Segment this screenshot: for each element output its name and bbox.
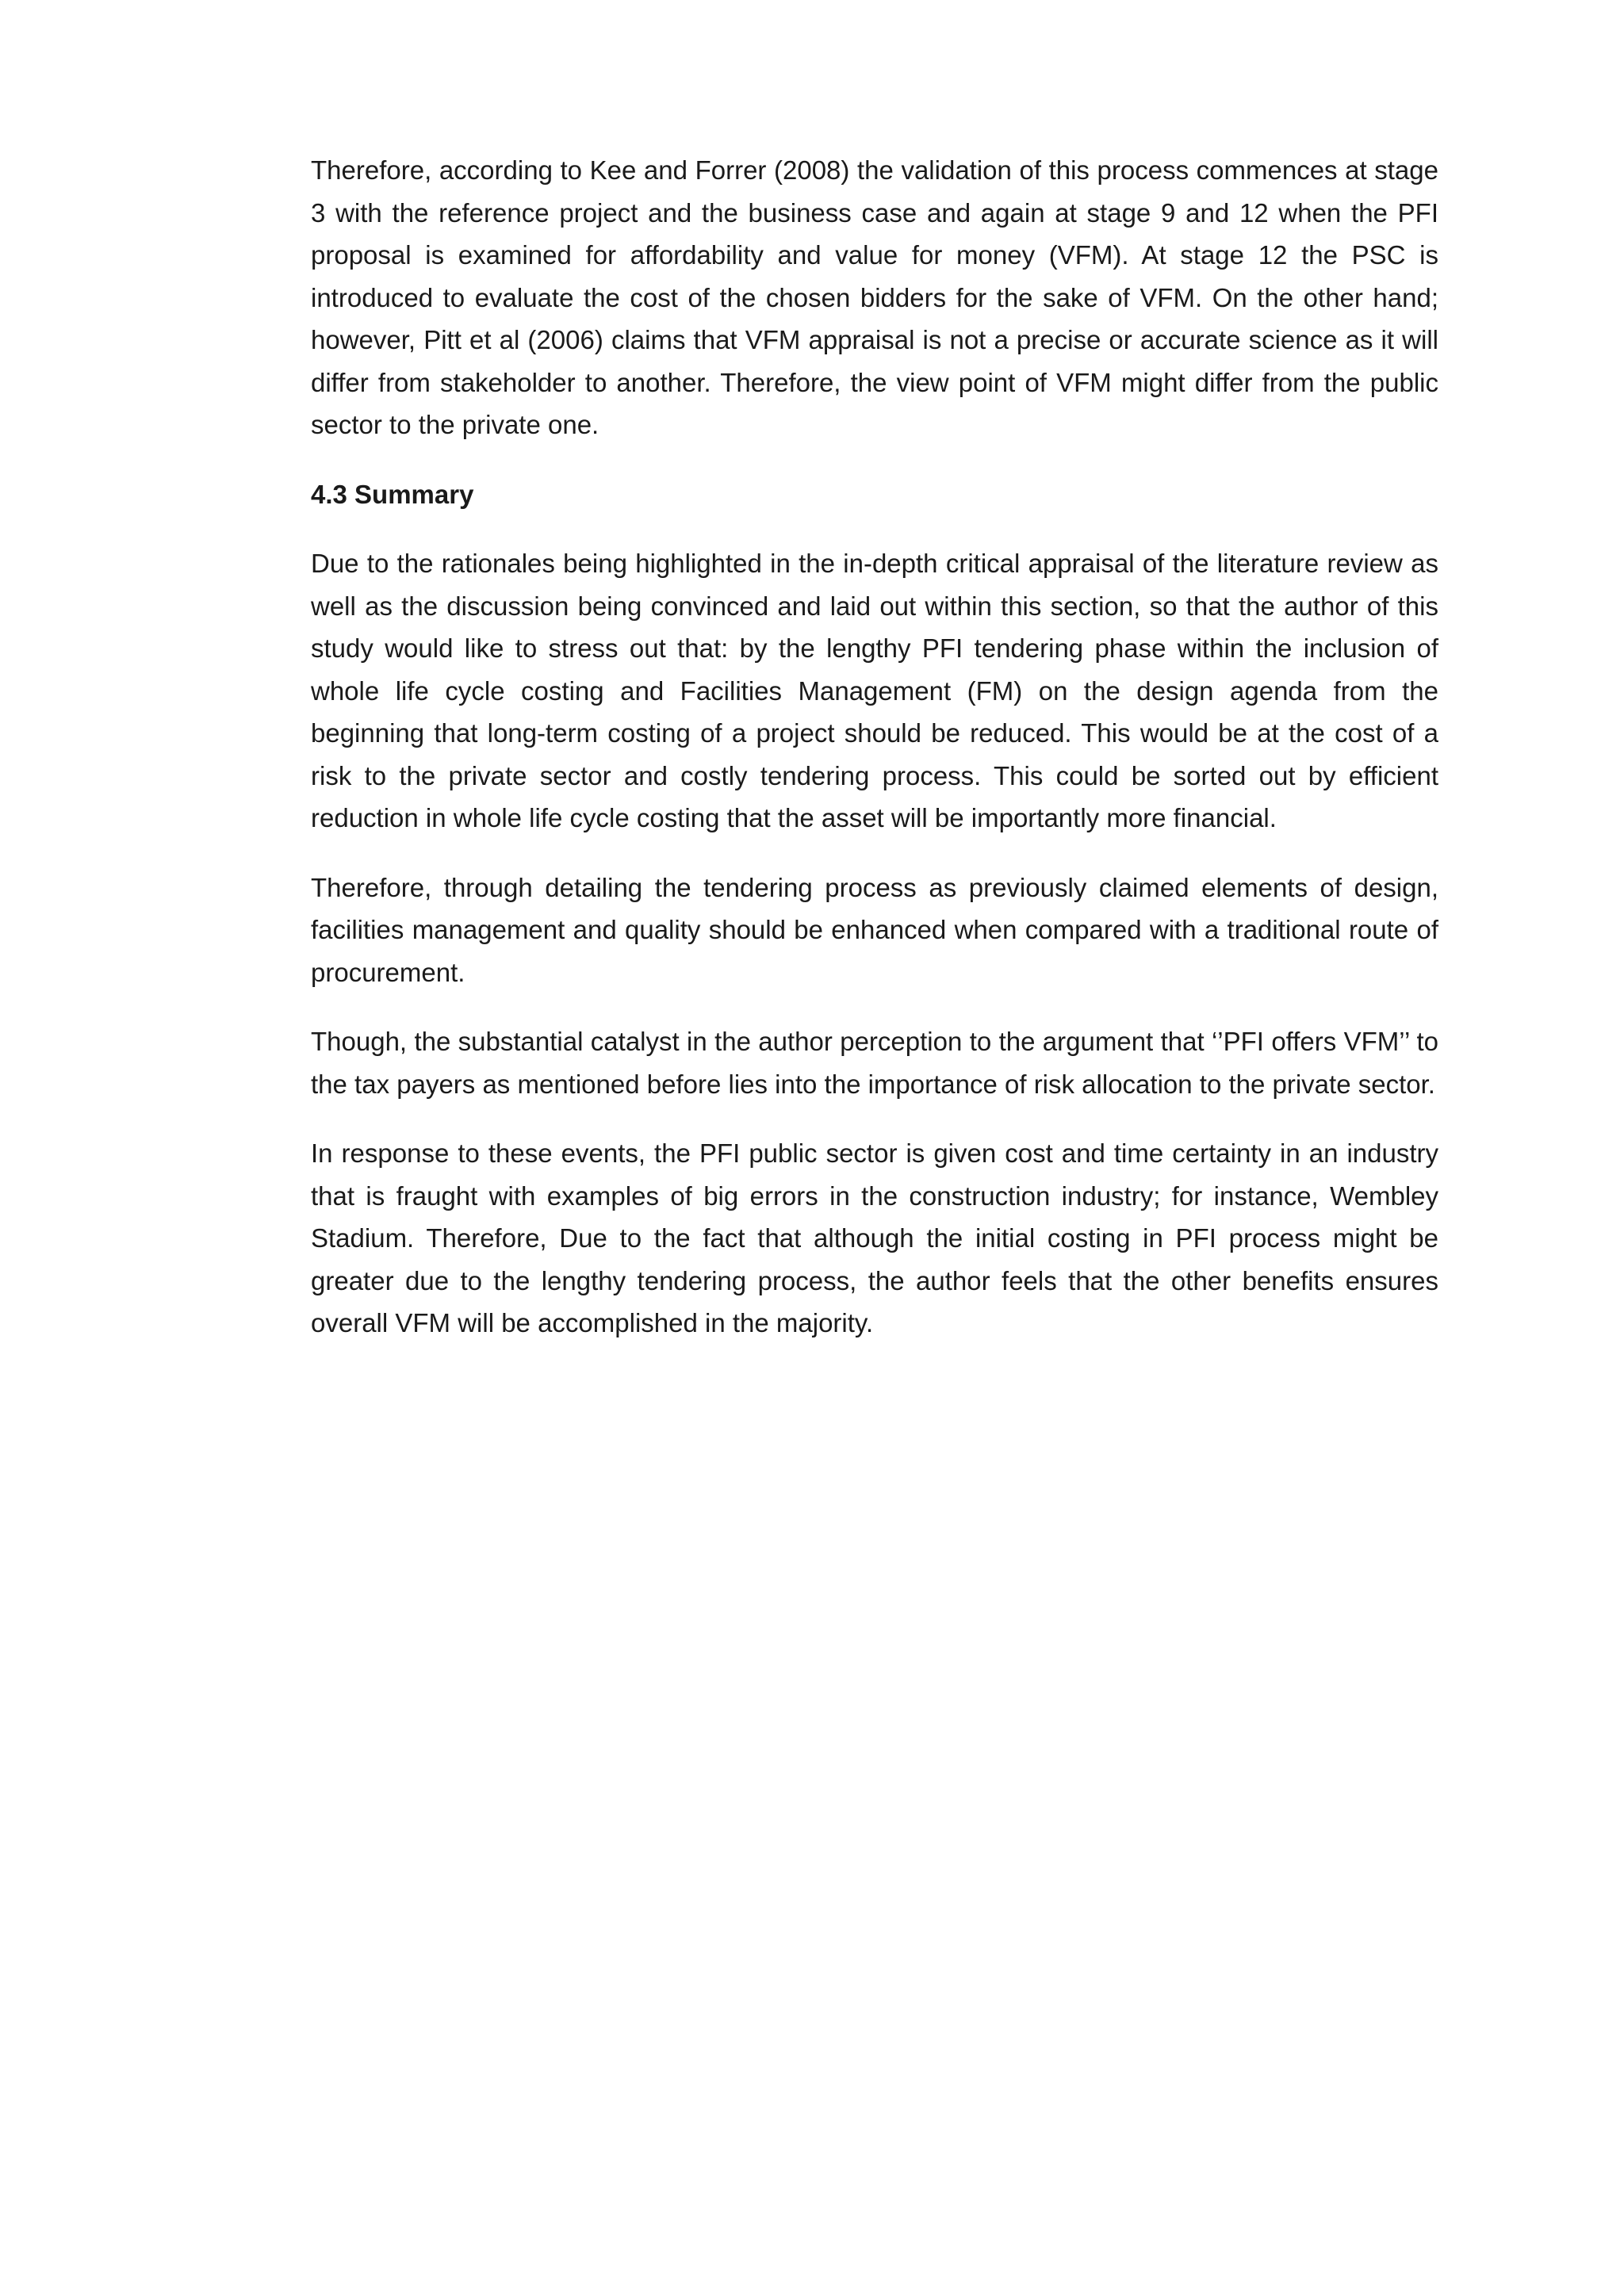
section-heading: 4.3 Summary <box>311 479 474 509</box>
paragraph-cost-time-certainty: In response to these events, the PFI public sector is given cost and time certainty in an industry that is fraught with examples of big errors in the construction industry; for instance, Wembley Stadium. Therefore, Due to the fact that although the initial costing in PFI process might be greater due to the lengthy tendering process, the author feels that the other benefits ensures overall VFM will be accomplished in the majority. <box>311 1138 1438 1337</box>
paragraph-vfm-validation: Therefore, according to Kee and Forrer (2008) the validation of this process commences at stage 3 with the reference project and the business case and again at stage 9 and 12 when the PFI proposal is examined for affordability and value for money (VFM). At stage 12 the PSC is introduced to evaluate the cost of the chosen bidders for the sake of VFM. On the other hand; however, Pitt et al (2006) claims that VFM appraisal is not a precise or accurate science as it will differ from stakeholder to another. Therefore, the view point of VFM might differ from the public sector to the private one. <box>311 155 1438 439</box>
paragraph-rationales: Due to the rationales being highlighted in the in-depth critical appraisal of the literature review as well as the discussion being convinced and laid out within this section, so that the author of this study would like to stress out that: by the lengthy PFI tendering phase within the inclusion of whole life cycle costing and Facilities Management (FM) on the design agenda from the beginning that long-term costing of a project should be reduced. This would be at the cost of a risk to the private sector and costly tendering process. This could be sorted out by efficient reduction in whole life cycle costing that the asset will be importantly more financial. <box>311 549 1438 832</box>
paragraph-tendering-process: Therefore, through detailing the tendering process as previously claimed elements of design, facilities management and quality should be enhanced when compared with a traditional route of procurement. <box>311 872 1438 987</box>
document-body <box>311 149 1438 1372</box>
paragraph-risk-allocation: Though, the substantial catalyst in the author perception to the argument that ‘’PFI offers VFM’’ to the tax payers as mentioned before lies into the importance of risk allocation to the private sector. <box>311 1027 1438 1099</box>
